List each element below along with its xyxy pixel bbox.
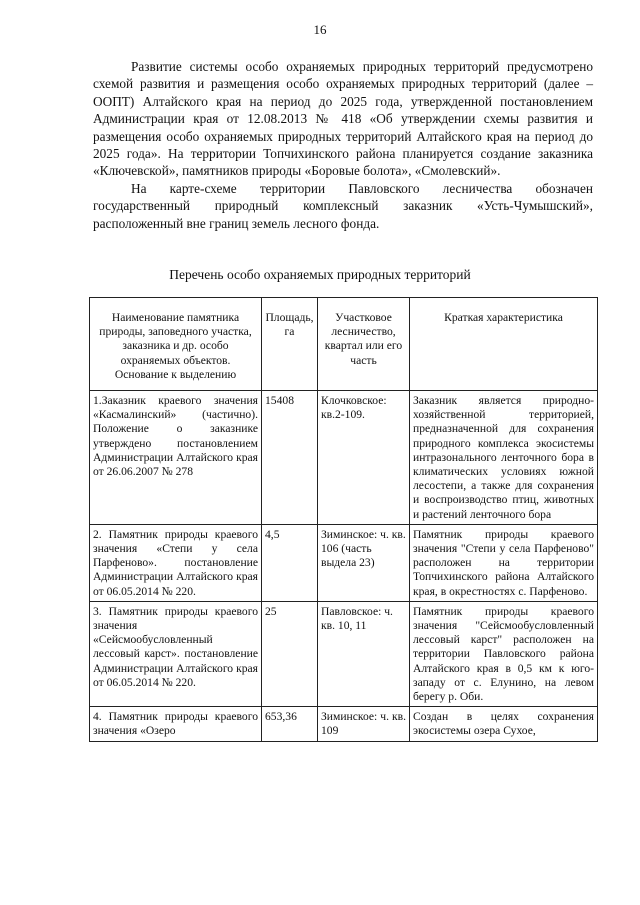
cell-description: Памятник природы краевого значения "Степи у села Парфеново" расположен на территории Топчихинского района Алтайского края, в окрестностях с. Парфеново.: [410, 524, 598, 601]
cell-name: 2. Памятник природы краевого значения «Степи у села Парфеново». постановление Администрации Алтайского края от 06.05.2014 № 220.: [90, 524, 262, 601]
paragraph: Развитие системы особо охраняемых природных территорий предусмотрено схемой развития и размещения особо охраняемых природных территорий (далее – ООПТ) Алтайского края на период до 2025 года, утвержденной постановлением Администрации края от 12.08.2013 № 418 «Об утверждении схемы развития и размещения особо охраняемых природных территорий Алтайского края на период до 2025 года». На территории Топчихинского района планируется создание заказника «Ключевской», памятников природы «Боровые болота», «Смолевский».: [93, 59, 593, 179]
table-caption: Перечень особо охраняемых природных территорий: [169, 267, 471, 282]
table-row: [90, 524, 598, 601]
cell-name: 4. Памятник природы краевого значения «Озеро: [90, 707, 262, 741]
cell-name: 3. Памятник природы краевого значения «Сейсмообусловленный лессовый карст». постановление Администрации Алтайского края от 06.05.2014 № 220.: [90, 601, 262, 706]
cell-description: Памятник природы краевого значения "Сейсмообусловленный лессовый карст" расположен на территории Павловского района Алтайского края в 0,5 км к юго-западу от с. Елунино, на левом берегу р. Оби.: [410, 601, 598, 706]
cell-area: 15408: [262, 391, 318, 525]
header-forestry: Участковое лесничество, квартал или его часть: [318, 298, 410, 391]
cell-area: 4,5: [262, 524, 318, 601]
cell-description: Создан в целях сохранения экосистемы озера Сухое,: [410, 707, 598, 741]
table-row: [90, 601, 598, 706]
cell-forestry: Клочковское: кв.2-109.: [318, 391, 410, 525]
table-row: [90, 391, 598, 525]
page-number: 16: [313, 22, 327, 37]
header-description: Краткая характеристика: [410, 298, 598, 391]
paragraph: На карте-схеме территории Павловского лесничества обозначен государственный природный комплексный заказник «Усть-Чумышский», расположенный вне границ земель лесного фонда.: [93, 180, 593, 231]
cell-forestry: Зиминское: ч. кв. 106 (часть выдела 23): [318, 524, 410, 601]
table-row: [90, 707, 598, 741]
header-name: Наименование памятника природы, заповедного участка, заказника и др. особо охраняемых объектов. Основание к выделению: [90, 298, 262, 391]
cell-area: 25: [262, 601, 318, 706]
header-area: Площадь, га: [262, 298, 318, 391]
cell-name: 1.Заказник краевого значения «Касмалинский» (частично). Положение о заказнике утверждено постановлением Администрации Алтайского края от 26.06.2007 № 278: [90, 391, 262, 525]
cell-area: 653,36: [262, 707, 318, 741]
cell-description: Заказник является природно-хозяйственной территорией, предназначенной для сохранения природного комплекса экосистемы интразонального ленточного бора в климатических условиях южной лесостепи, а также для сохранения и воспроизводство птиц, животных и растений ленточного бора: [410, 391, 598, 525]
cell-forestry: Зиминское: ч. кв. 109: [318, 707, 410, 741]
table-header-row: [90, 298, 598, 391]
protected-areas-table: [89, 297, 598, 742]
cell-forestry: Павловское: ч. кв. 10, 11: [318, 601, 410, 706]
body-text: [93, 58, 593, 232]
